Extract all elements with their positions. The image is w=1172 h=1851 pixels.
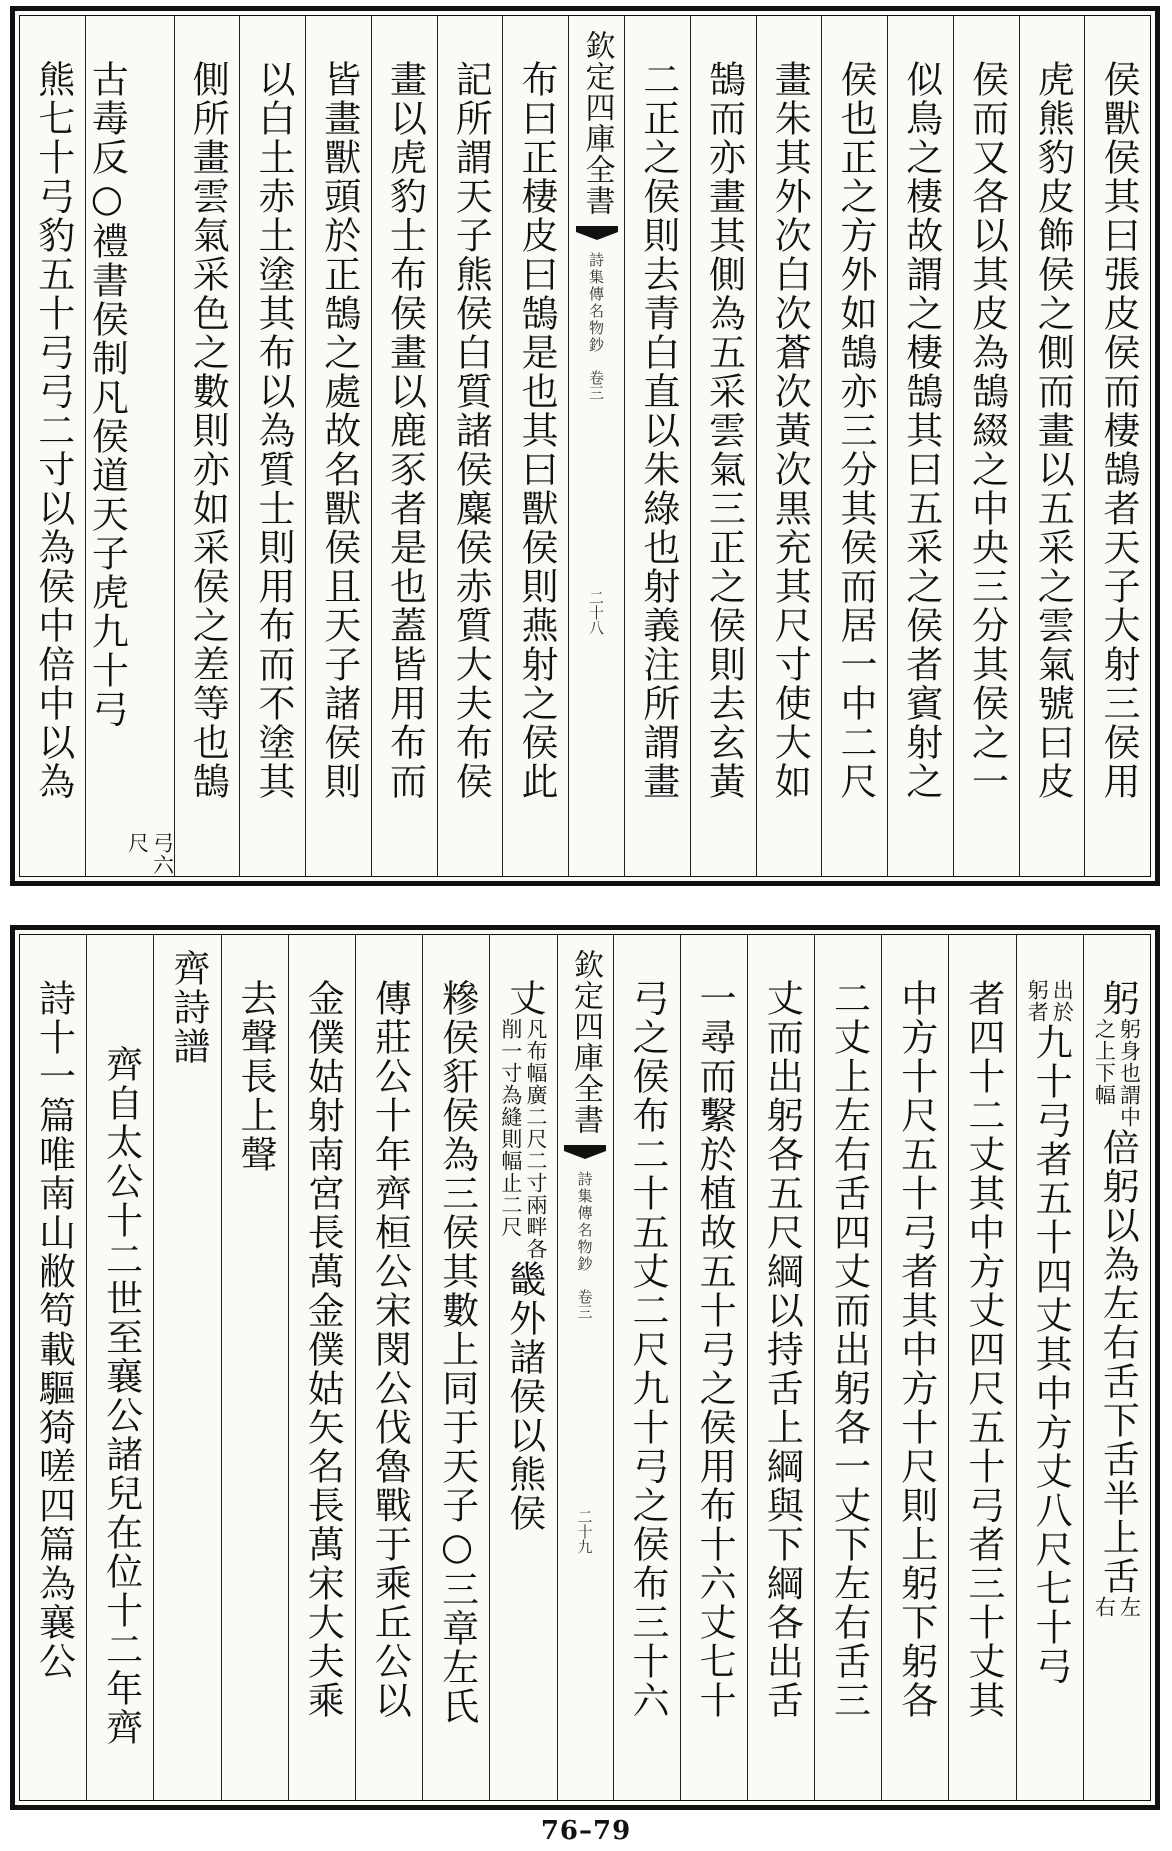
book-title: 欽定四庫全書 bbox=[579, 30, 615, 216]
text-column bbox=[821, 16, 887, 876]
page-number: 76–79 bbox=[540, 1816, 632, 1846]
column-text: 二正之侯則去青白直以朱綠也射義注所謂畫 bbox=[636, 60, 680, 801]
column-text: 躬 bbox=[1096, 979, 1140, 1018]
annotation-note bbox=[500, 1018, 547, 1260]
text-column bbox=[624, 16, 690, 876]
text-column bbox=[221, 935, 288, 1800]
column-text: 皆畫獸頭於正鵠之處故名獸侯且天子諸侯則 bbox=[317, 60, 361, 801]
column-text: 侯也正之方外如鵠亦三分其侯而居一中二尺 bbox=[833, 60, 877, 801]
text-column bbox=[20, 16, 85, 876]
text-column bbox=[756, 16, 822, 876]
column-text: 畿外諸侯以熊侯 bbox=[502, 1260, 546, 1533]
column-text: 侯獸侯其曰張皮侯而棲鵠者天子大射三侯用 bbox=[1096, 60, 1140, 801]
column-text: 詩十一篇唯南山敝笱載驅猗嗟四篇為襄公 bbox=[32, 979, 76, 1681]
note-line: 左 bbox=[1117, 1596, 1142, 1618]
note-line: 尺 bbox=[125, 832, 150, 854]
fishtail-mark-icon bbox=[562, 1143, 608, 1161]
text-column bbox=[288, 935, 355, 1800]
note-line: 之上下幅 bbox=[1092, 1018, 1117, 1106]
column-text: 傳莊公十年齊桓公宋閔公伐魯戰于乘丘公以 bbox=[368, 979, 412, 1720]
text-column bbox=[153, 935, 220, 1800]
text-column bbox=[887, 16, 953, 876]
volume-label: 卷三 bbox=[587, 370, 605, 400]
text-column bbox=[814, 935, 881, 1800]
top-page-frame bbox=[19, 15, 1151, 877]
text-column bbox=[1019, 16, 1085, 876]
annotation-note bbox=[1093, 1596, 1140, 1618]
column-text: 古毒反○禮書侯制凡侯道天子虎九十弓 bbox=[85, 60, 129, 729]
column-text: 一尋而繫於植故五十弓之侯用布十六丈七十 bbox=[693, 979, 737, 1720]
column-text: 似鳥之棲故謂之棲鵠其曰五采之侯者賓射之 bbox=[899, 60, 943, 801]
work-title: 詩集傳名物鈔 bbox=[587, 252, 605, 354]
text-column bbox=[613, 935, 680, 1800]
column-text: 九十弓者五十四丈其中方丈八尺七十弓 bbox=[1029, 1023, 1073, 1686]
column-text: 丈而出躬各五尺綱以持舌上綱與下綱各出舌 bbox=[760, 979, 804, 1720]
column-text: 以白土赤土塗其布以為質士則用布而不塗其 bbox=[251, 60, 295, 801]
folio-number: 二十九 bbox=[575, 1509, 594, 1554]
text-column bbox=[747, 935, 814, 1800]
volume-label: 卷三 bbox=[575, 1289, 594, 1319]
annotation-note bbox=[126, 832, 173, 876]
text-column bbox=[85, 16, 174, 876]
column-text: 側所畫雲氣采色之數則亦如采侯之差等也鵠 bbox=[186, 60, 230, 801]
column-text: 糝侯豻侯為三侯其數上同于天子○三章左氏 bbox=[435, 979, 479, 1726]
column-text: 齊自太公十二世至襄公諸兒在位十二年齊 bbox=[99, 1045, 143, 1747]
annotation-note bbox=[1093, 1018, 1140, 1128]
column-text: 熊七十弓豹五十弓弓二寸以為侯中倍中以為 bbox=[31, 60, 75, 801]
column-text: 鵠而亦畫其側為五采雲氣三正之侯則去玄黃 bbox=[702, 60, 746, 801]
center-fold bbox=[568, 16, 624, 876]
note-line: 右 bbox=[1092, 1596, 1117, 1618]
book-title: 欽定四庫全書 bbox=[568, 949, 603, 1135]
text-column bbox=[355, 935, 422, 1800]
text-column bbox=[1084, 16, 1150, 876]
note-line: 躬身也謂中 bbox=[1117, 1018, 1142, 1128]
column-text: 金僕姑射南宮長萬金僕姑矢名長萬宋大夫乘 bbox=[301, 979, 345, 1720]
section-heading: 齊詩譜 bbox=[166, 949, 210, 1066]
column-text: 畫朱其外次白次蒼次黃次黒充其尺寸使大如 bbox=[768, 60, 812, 801]
note-line: 出於 bbox=[1050, 979, 1075, 1023]
column-text: 倍躬以為左右舌下舌半上舌 bbox=[1096, 1128, 1140, 1596]
column-text: 者四十二丈其中方丈四尺五十弓者三十丈其 bbox=[961, 979, 1005, 1720]
text-column bbox=[1016, 935, 1083, 1800]
column-text: 畫以虎豹士布侯畫以鹿豕者是也蓋皆用布而 bbox=[383, 60, 427, 801]
text-column bbox=[305, 16, 371, 876]
note-line: 削一寸為縫則幅止二尺 bbox=[498, 1018, 523, 1238]
text-column bbox=[690, 16, 756, 876]
center-fold bbox=[557, 935, 613, 1800]
text-column bbox=[371, 16, 437, 876]
text-column bbox=[437, 16, 503, 876]
column-text: 記所謂天子熊侯白質諸侯麋侯赤質大夫布侯 bbox=[449, 60, 493, 801]
annotation-note bbox=[1026, 979, 1073, 1023]
text-column bbox=[174, 16, 240, 876]
note-line: 凡布幅廣二尺二寸兩畔各 bbox=[523, 1018, 548, 1260]
text-column bbox=[239, 16, 305, 876]
text-column bbox=[502, 16, 568, 876]
text-column bbox=[20, 935, 86, 1800]
column-text: 侯而又各以其皮為鵠綴之中央三分其侯之一 bbox=[965, 60, 1009, 801]
column-text: 虎熊豹皮飾侯之側而畫以五采之雲氣號曰皮 bbox=[1031, 60, 1075, 801]
text-column bbox=[1083, 935, 1150, 1800]
note-line: 躬者 bbox=[1025, 979, 1050, 1023]
column-text: 中方十尺五十弓者其中方十尺則上躬下躬各 bbox=[894, 979, 938, 1720]
text-column bbox=[948, 935, 1015, 1800]
column-text: 弓之侯布二十五丈二尺九十弓之侯布三十六 bbox=[625, 979, 669, 1720]
note-line: 弓六 bbox=[150, 832, 175, 876]
bottom-page-frame bbox=[19, 934, 1151, 1801]
column-text: 去聲長上聲 bbox=[234, 979, 277, 1174]
text-column bbox=[953, 16, 1019, 876]
text-column bbox=[489, 935, 556, 1800]
fishtail-mark-icon bbox=[574, 224, 620, 242]
text-column bbox=[680, 935, 747, 1800]
text-column bbox=[881, 935, 948, 1800]
work-title: 詩集傳名物鈔 bbox=[575, 1171, 594, 1273]
column-text: 布曰正棲皮曰鵠是也其曰獸侯則燕射之侯此 bbox=[514, 60, 558, 801]
bottom-page bbox=[10, 925, 1160, 1810]
text-column bbox=[86, 935, 153, 1800]
top-page bbox=[10, 6, 1160, 886]
text-column bbox=[422, 935, 489, 1800]
column-text: 二丈上左右舌四丈而出躬各一丈下左右舌三 bbox=[827, 979, 871, 1720]
column-text: 丈 bbox=[502, 979, 546, 1018]
folio-number: 二十八 bbox=[587, 590, 605, 635]
